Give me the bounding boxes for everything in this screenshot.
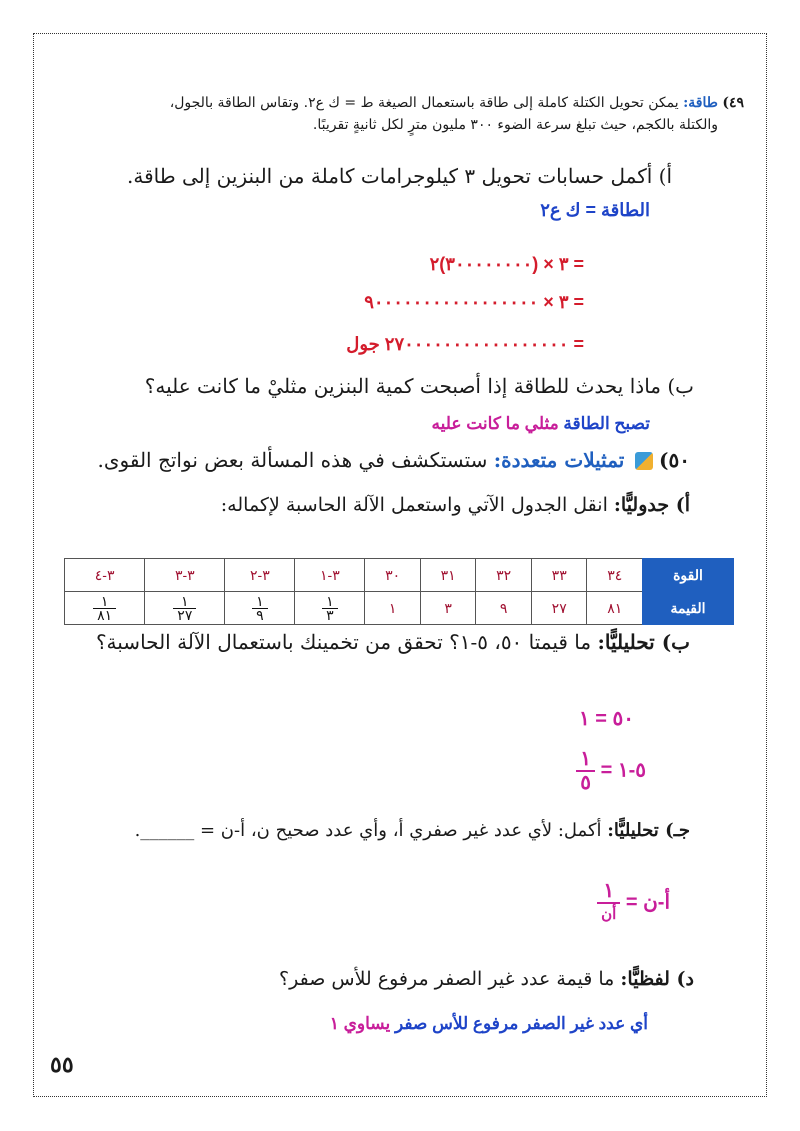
table-cell-value: ١	[365, 592, 421, 625]
table-header-value: القيمة	[643, 592, 734, 625]
fraction-numerator: ١	[252, 595, 268, 609]
fraction-denominator: ٢٧	[177, 606, 193, 623]
fraction	[597, 880, 620, 926]
q49-part-b: ب) ماذا يحدث للطاقة إذا أصبحت كمية البنزين مثليْ ما كانت عليه؟	[144, 374, 694, 398]
q50-answer-d-blue: أي عدد غير الصفر مرفوع للأس صفر	[394, 1014, 648, 1033]
fraction	[173, 592, 196, 623]
q50-answer-d-mag: يساوي ١	[329, 1014, 391, 1033]
q50-part-a-text: انقل الجدول الآتي واستعمل الآلة الحاسبة لإكماله:	[220, 494, 608, 516]
fraction-denominator: ٨١	[97, 606, 113, 623]
q50-part-d-label: د) لفظيًّا:	[620, 968, 694, 990]
q50-part-b-label: ب) تحليليًّا:	[597, 630, 690, 654]
table-cell-value	[225, 592, 295, 625]
table-cell-value	[65, 592, 145, 625]
q50-part-b-text: ما قيمتا ٥٠، ٥-١؟ تحقق من تخمينك باستعمال الآلة الحاسبة؟	[95, 630, 592, 654]
q50-answer-b1: ٥٠ = ١	[578, 708, 634, 730]
q49-number: ٤٩)	[722, 95, 744, 111]
fraction-denominator: أن	[601, 906, 617, 923]
fraction	[252, 592, 268, 623]
table-cell-power: ٣-٢	[225, 559, 295, 592]
page-number: ٥٥	[50, 1052, 74, 1077]
table-cell-value	[295, 592, 365, 625]
table-row-values	[65, 592, 734, 625]
fraction-numerator: ١	[322, 595, 338, 609]
q49-answer-step1: = ٣ × (٣٠٠٠٠٠٠٠٠)٢	[429, 254, 584, 274]
q49-answer-b	[431, 414, 650, 434]
q50-text: ستستكشف في هذه المسألة بعض نواتج القوى.	[97, 448, 488, 472]
fraction	[322, 592, 338, 623]
table-cell-power: ٣-١	[295, 559, 365, 592]
table-cell-power: ٣٣	[531, 559, 587, 592]
q50-part-a-label: أ) جدوليًّا:	[613, 494, 690, 516]
q50-answer-b2	[576, 748, 646, 794]
question-50	[97, 448, 690, 472]
q50-part-c	[135, 820, 690, 841]
q50-number: ٥٠)	[659, 448, 690, 472]
q49-answer-formula: الطاقة = ك ع٢	[540, 200, 650, 220]
fraction-numerator: ١	[93, 595, 116, 609]
fraction-numerator: ١	[597, 880, 620, 904]
q50-part-b	[96, 630, 690, 654]
q49-answer-b-mag: مثلي ما كانت عليه	[431, 414, 559, 433]
q50-part-d	[279, 968, 694, 990]
table-cell-power: ٣-٣	[145, 559, 225, 592]
table-header-power: القوة	[643, 559, 734, 592]
q49-title: طاقة:	[683, 95, 718, 111]
multiple-representations-icon	[635, 452, 653, 470]
fraction-denominator: ٥	[580, 772, 592, 794]
q49-line1: يمكن تحويل الكتلة كاملة إلى طاقة باستعمال الصيغة ط = ك ع٢. وتقاس الطاقة بالجول،	[169, 95, 679, 111]
q50-part-d-text: ما قيمة عدد غير الصفر مرفوع للأس صفر؟	[279, 968, 615, 990]
fraction	[576, 748, 595, 794]
q49-answer-step2: = ٣ × ٩٠٠٠٠٠٠٠٠٠٠٠٠٠٠٠٠٠	[364, 292, 584, 312]
q50-answer-c-left: أ-ن =	[625, 891, 670, 914]
table-cell-power: ٣٢	[476, 559, 532, 592]
table-cell-value: ٩	[476, 592, 532, 625]
table-cell-value: ٣	[420, 592, 476, 625]
q50-title: تمثيلات متعددة:	[493, 448, 625, 472]
fraction-denominator: ٩	[256, 606, 264, 623]
q50-answer-b2-left: ٥-١ =	[600, 759, 646, 782]
q49-part-a: أ) أكمل حسابات تحويل ٣ كيلوجرامات كاملة من البنزين إلى طاقة.	[126, 164, 672, 188]
q50-part-a	[221, 494, 690, 516]
table-cell-value: ٨١	[587, 592, 643, 625]
table-cell-value: ٢٧	[531, 592, 587, 625]
q50-part-c-text: أكمل: لأي عدد غير صفري أ، وأي عدد صحيح ن، أ-ن = ______.	[134, 820, 602, 841]
table-cell-power: ٣٤	[587, 559, 643, 592]
table-cell-power: ٣-٤	[65, 559, 145, 592]
table-cell-value	[145, 592, 225, 625]
q49-line2: والكتلة بالكجم، حيث تبلغ سرعة الضوء ٣٠٠ مليون مترٍ لكل ثانيةٍ تقريبًا.	[312, 117, 718, 133]
fraction-numerator: ١	[173, 595, 196, 609]
table-cell-power: ٣٠	[365, 559, 421, 592]
fraction	[93, 592, 116, 623]
q50-answer-c	[597, 880, 670, 926]
powers-table	[64, 558, 734, 625]
question-49	[44, 92, 744, 136]
q50-answer-d	[330, 1014, 648, 1034]
table-cell-power: ٣١	[420, 559, 476, 592]
fraction-numerator: ١	[576, 748, 595, 772]
q49-answer-step3: = ٢٧٠٠٠٠٠٠٠٠٠٠٠٠٠٠٠٠٠ جول	[346, 334, 584, 354]
q49-answer-b-blue: تصبح الطاقة	[563, 414, 650, 433]
fraction-denominator: ٣	[326, 606, 334, 623]
q50-part-c-label: جـ) تحليليًّا:	[607, 820, 690, 841]
table-row-powers	[65, 559, 734, 592]
